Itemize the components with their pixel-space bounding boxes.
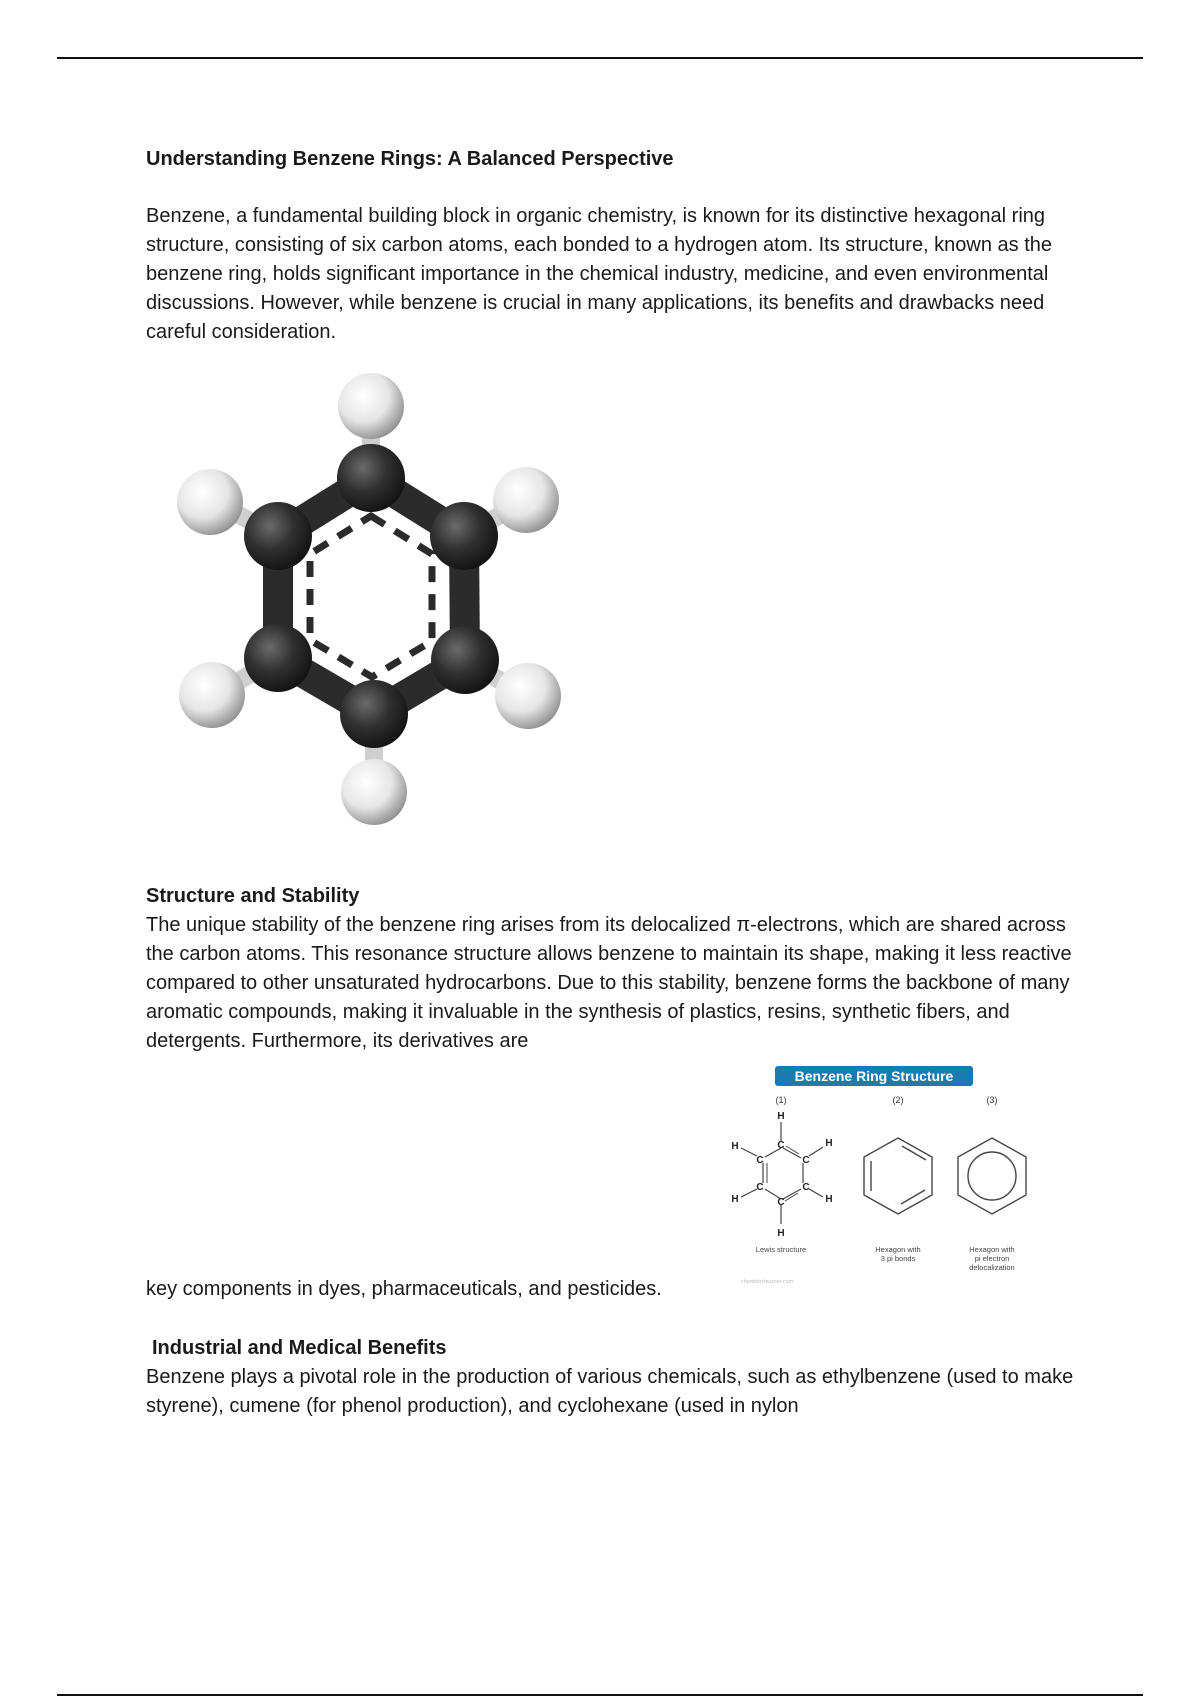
atom-h-right-bottom: H: [825, 1194, 833, 1205]
diagram-credit: chemistrylearner.com: [740, 1279, 794, 1285]
atom-h-left-top: H: [731, 1141, 739, 1152]
hexagon-pi-bonds: [864, 1138, 932, 1214]
atom-c-3: C: [802, 1155, 810, 1166]
panel-number-2: (2): [892, 1095, 904, 1105]
caption-deloc-2: pi electron: [974, 1254, 1010, 1263]
caption-deloc-3: delocalization: [969, 1263, 1015, 1272]
benzene-ring-structure-diagram: [715, 1062, 1045, 1290]
section-heading-structure: Structure and Stability: [146, 885, 360, 907]
panel-number-1: (1): [775, 1095, 787, 1105]
hexagon-delocalized: [958, 1138, 1026, 1214]
intro-paragraph: Benzene, a fundamental building block in organic chemistry, is known for its distinctive hexagonal ring structure, consisting of six carbon atoms, each bonded to a hydrogen atom. Its structure, known as the benzene ring, holds significant importance in the chemical industry, medicine, and even environmental discussions. However, while benzene is crucial in many applications, its benefits and drawbacks need careful consideration.: [146, 205, 1053, 343]
atom-h-right-top: H: [825, 1138, 833, 1149]
benzene-ball-and-stick-image: [160, 368, 580, 834]
atom-h-bottom: H: [777, 1228, 785, 1239]
diagram-title: Benzene Ring Structure: [794, 1068, 954, 1084]
atom-h-top: H: [777, 1111, 785, 1122]
atom-c-4: C: [756, 1182, 764, 1193]
section-body-structure-continued: key components in dyes, pharmaceuticals, and pesticides.: [146, 1278, 662, 1300]
document-title: Understanding Benzene Rings: A Balanced Perspective: [146, 148, 674, 170]
lewis-structure: [741, 1122, 823, 1224]
footer-rule: [57, 1694, 1143, 1696]
panel-number-3: (3): [986, 1095, 998, 1105]
caption-hexagon-1: Hexagon with: [875, 1245, 921, 1254]
caption-lewis: Lewis structure: [755, 1245, 807, 1254]
caption-deloc-1: Hexagon with: [969, 1245, 1015, 1254]
header-rule: [57, 57, 1143, 59]
section-body-structure: The unique stability of the benzene ring arises from its delocalized π-electrons, which are shared across the carbon atoms. This resonance structure allows benzene to maintain its shape, making it less reactive compared to other unsaturated hydrocarbons. Due to this stability, benzene forms the backbone of many aromatic compounds, making it invaluable in the synthesis of plastics, resins, synthetic fibers, and detergents. Furthermore, its derivatives are: [146, 914, 1072, 1052]
atom-c-1: C: [777, 1140, 785, 1151]
section-body-benefits: Benzene plays a pivotal role in the production of various chemicals, such as ethylbenzene (used to make styrene), cumene (for phenol production), and cyclohexane (used in nylon: [146, 1366, 1074, 1417]
atom-h-left-bottom: H: [731, 1194, 739, 1205]
atom-c-6: C: [777, 1197, 785, 1208]
atom-c-5: C: [802, 1182, 810, 1193]
section-heading-benefits: Industrial and Medical Benefits: [152, 1337, 447, 1359]
atom-c-2: C: [756, 1155, 764, 1166]
caption-hexagon-2: 3 pi bonds: [880, 1254, 916, 1263]
